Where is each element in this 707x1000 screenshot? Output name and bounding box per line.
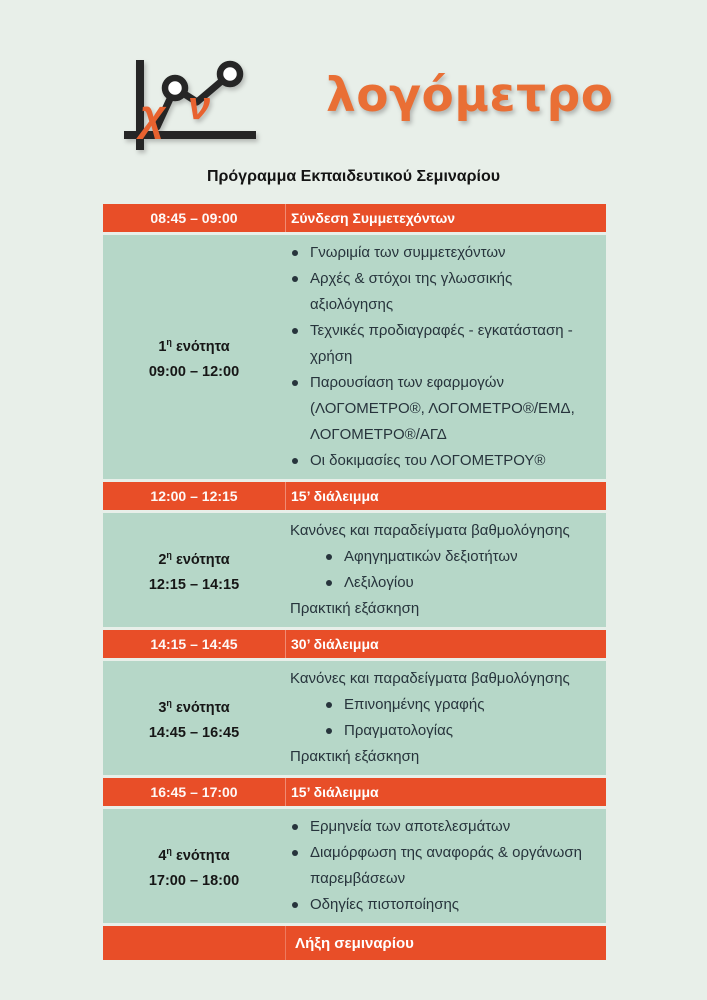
- bullet-item: Οδηγίες πιστοποίησης: [289, 892, 596, 918]
- session-time: 09:00 – 12:00: [148, 364, 240, 381]
- bullet-item: Ερμηνεία των αποτελεσμάτων: [289, 814, 596, 840]
- session-info: [103, 513, 285, 627]
- session-name: $2^\eta$ ενότητα: [158, 549, 230, 568]
- logo-glyph-chi: χ: [140, 91, 166, 140]
- session-name: $3^\eta$ ενότητα: [158, 697, 230, 716]
- bullet-item: Οι δοκιμασίες του ΛΟΓΟΜΕΤΡΟΥ®: [289, 448, 596, 474]
- session-time: 17:00 – 18:00: [148, 873, 240, 890]
- content-line: Κανόνες και παραδείγματα βαθμολόγησης: [290, 670, 570, 687]
- footer-row: [103, 926, 606, 960]
- content-line: Κανόνες και παραδείγματα βαθμολόγησης: [290, 522, 570, 539]
- logo-wordmark: λογόμετρο: [326, 68, 614, 123]
- session-content: [285, 235, 606, 479]
- break-time: 14:15 – 14:45: [150, 636, 238, 652]
- bullet-item: Επινοημένης γραφής: [323, 692, 596, 718]
- content-line: Πρακτική εξάσκηση: [290, 600, 420, 617]
- logo-glyph-nu: ν: [188, 84, 211, 128]
- session-time: 14:45 – 16:45: [148, 725, 240, 742]
- session-content: [285, 809, 606, 923]
- session-row: [103, 809, 606, 923]
- bullet-item: Γνωριμία των συμμετεχόντων: [289, 240, 596, 266]
- break-label: 15’ διάλειμμα: [291, 488, 379, 504]
- break-time: 12:00 – 12:15: [150, 488, 238, 504]
- bullet-item: Παρουσίαση των εφαρμογών (ΛΟΓΟΜΕΤΡΟ®, ΛΟΓΟΜΕΤΡΟ®/ΕΜΔ, ΛΟΓΟΜΕΤΡΟ®/ΑΓΔ: [289, 370, 596, 448]
- break-row: [103, 482, 606, 510]
- bullet-item: Πραγματολογίας: [323, 718, 596, 744]
- bullet-item: Αφηγηματικών δεξιοτήτων: [323, 544, 596, 570]
- session-row: [103, 235, 606, 479]
- session-time: 12:15 – 14:15: [148, 577, 240, 594]
- session-name: $1^\eta$ ενότητα: [158, 336, 230, 355]
- schedule-table: [103, 204, 606, 960]
- footer-label: Λήξη σεμιναρίου: [295, 934, 414, 952]
- bullet-item: Τεχνικές προδιαγραφές - εγκατάσταση - χρήση: [289, 318, 596, 370]
- break-label: 15’ διάλειμμα: [291, 784, 379, 800]
- session-row: [103, 661, 606, 775]
- session-content: [285, 661, 606, 775]
- session-info: [103, 235, 285, 479]
- page-title: Πρόγραμμα Εκπαιδευτικού Σεμιναρίου: [206, 168, 501, 185]
- break-row: [103, 778, 606, 806]
- bullet-item: Διαμόρφωση της αναφοράς & οργάνωση παρεμβάσεων: [289, 840, 596, 892]
- content-line: Πρακτική εξάσκηση: [290, 748, 420, 765]
- break-time: 08:45 – 09:00: [150, 210, 238, 226]
- break-time: 16:45 – 17:00: [150, 784, 238, 800]
- session-name: $4^\eta$ ενότητα: [158, 845, 230, 864]
- chart-logo-icon: [113, 50, 263, 154]
- session-row: [103, 513, 606, 627]
- bullet-item: Λεξιλογίου: [323, 570, 596, 596]
- break-label: Σύνδεση Συμμετεχόντων: [291, 210, 456, 226]
- break-label: 30’ διάλειμμα: [291, 636, 379, 652]
- session-info: [103, 661, 285, 775]
- session-content: [285, 513, 606, 627]
- break-row: [103, 630, 606, 658]
- break-row: [103, 204, 606, 232]
- bullet-item: Αρχές & στόχοι της γλωσσικής αξιολόγησης: [289, 266, 596, 318]
- session-info: [103, 809, 285, 923]
